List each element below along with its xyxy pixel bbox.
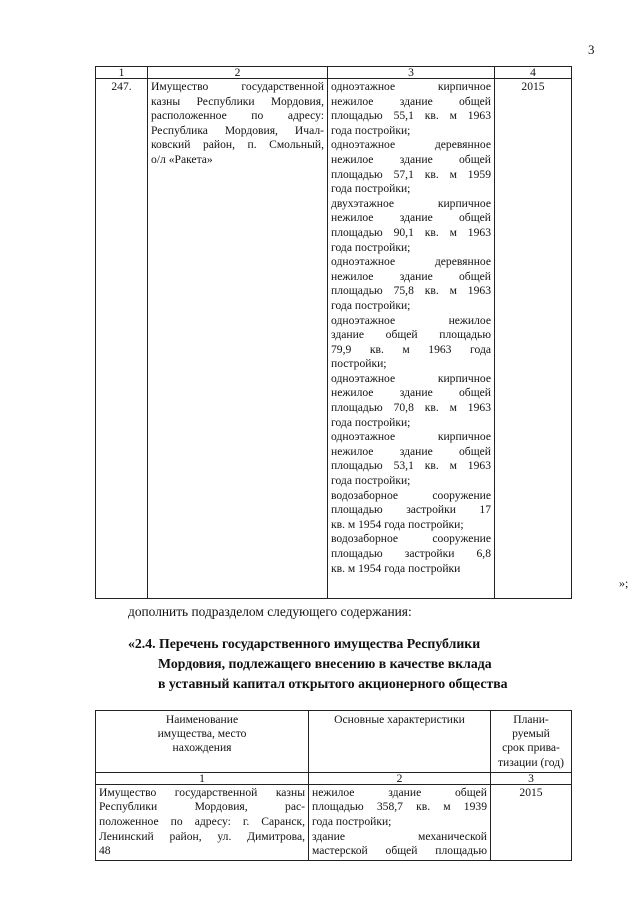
header-line: Наименование <box>165 713 239 726</box>
table-colnum-row <box>96 772 572 784</box>
text-line: площадью 358,7 кв. м 1939 <box>312 800 487 814</box>
header-characteristics: Основные характеристики <box>309 711 491 773</box>
text-line: площадью 90,1 кв. м 1963 <box>331 225 491 239</box>
text-line: здание механической <box>312 829 487 843</box>
text-line: одноэтажное кирпичное <box>331 80 491 93</box>
text-line: Ленинский район, ул. Димитрова, <box>99 829 305 843</box>
text-line: площадью застройки 6,8 <box>331 547 491 560</box>
text-line: одноэтажное кирпичное <box>331 430 491 444</box>
header-line: нахождения <box>172 741 232 755</box>
text-line: площадью застройки 17 <box>331 503 491 517</box>
text-line: нежилое здание общей <box>331 94 491 108</box>
text-line: нежилое здание общей <box>331 152 491 166</box>
table-header-row <box>96 711 572 773</box>
table-row <box>96 784 572 860</box>
instruction-paragraph: дополнить подразделом следующего содержания: <box>128 604 412 619</box>
property-description <box>309 784 491 860</box>
text-line: здание общей площадью <box>331 328 491 342</box>
col-number-1: 1 <box>96 772 309 784</box>
text-line: Имущество государственной <box>151 80 324 93</box>
property-table-2-4 <box>95 710 572 861</box>
text-line: водозаборное сооружение <box>331 532 491 546</box>
row-number: 247. <box>96 79 148 599</box>
col-number-2: 2 <box>309 772 491 784</box>
text-line: кв. м 1954 года постройки; <box>331 517 464 531</box>
text-line: постройки; <box>331 357 387 371</box>
text-line: нежилое здание общей <box>331 444 491 458</box>
text-line: нежилое здание общей <box>312 785 487 799</box>
table-row <box>96 79 572 599</box>
text-line: нежилое здание общей <box>331 269 491 283</box>
col-number-3: 3 <box>491 772 572 784</box>
text-line: ковский район, п. Смольный, <box>151 138 324 152</box>
text-line: кв. м 1954 года постройки <box>331 561 461 575</box>
header-line: руемый <box>512 727 550 741</box>
text-line: расположенное по адресу: <box>151 109 324 123</box>
text-line: казны Республики Мордовия, <box>151 94 324 108</box>
property-table-continued <box>95 66 572 599</box>
header-privatization-term <box>491 711 572 773</box>
text-line: Республика Мордовия, Ичал- <box>151 123 324 137</box>
text-line: года постройки; <box>331 298 411 312</box>
text-line: года постройки; <box>312 815 392 828</box>
header-line: срок прива- <box>502 741 560 755</box>
text-line: Имущество государственной казны <box>99 785 305 799</box>
text-line: одноэтажное кирпичное <box>331 371 491 385</box>
heading-line-2: Мордовия, подлежащего внесению в качестве вклада <box>158 656 492 671</box>
text-line: водозаборное сооружение <box>331 488 491 502</box>
text-line: мастерской общей площадью <box>312 844 487 858</box>
header-name-location <box>96 711 309 773</box>
header-line: имущества, место <box>157 727 247 741</box>
col-number-3: 3 <box>328 67 495 79</box>
section-heading <box>128 634 508 694</box>
closing-quote: »; <box>619 576 629 590</box>
table-header-row <box>96 67 572 79</box>
text-line: положенное по адресу: г. Саранск, <box>99 815 305 828</box>
col-number-4: 4 <box>495 67 572 79</box>
text-line: одноэтажное нежилое <box>331 313 491 327</box>
header-line: тизации (год) <box>497 755 565 769</box>
text-line: площадью 57,1 кв. м 1959 <box>331 167 491 181</box>
text-line: одноэтажное деревянное <box>331 138 491 152</box>
col-number-1: 1 <box>96 67 148 79</box>
text-line: года постройки; <box>331 182 411 196</box>
privatization-year: 2015 <box>495 79 572 599</box>
col-number-2: 2 <box>148 67 328 79</box>
text-line: года постройки; <box>331 240 411 254</box>
text-line: нежилое здание общей <box>331 386 491 400</box>
text-line: года постройки; <box>331 415 411 429</box>
text-line: 48 <box>99 844 111 858</box>
text-line: Республики Мордовия, рас- <box>99 800 305 814</box>
text-line: 79,9 кв. м 1963 года <box>331 342 491 356</box>
text-line: площадью 75,8 кв. м 1963 <box>331 284 491 298</box>
text-line: двухэтажное кирпичное <box>331 196 491 210</box>
heading-line-3: в уставный капитал открытого акционерного общества <box>158 676 508 691</box>
property-name <box>148 79 328 599</box>
text-line: площадью 55,1 кв. м 1963 <box>331 109 491 123</box>
text-line: года постройки; <box>331 474 411 488</box>
header-line: Плани- <box>513 713 549 726</box>
text-line: площадью 53,1 кв. м 1963 <box>331 459 491 473</box>
text-line: года постройки; <box>331 123 411 137</box>
heading-line-1: «2.4. Перечень государственного имущества Республики <box>128 636 481 651</box>
page-number: 3 <box>588 42 595 57</box>
property-description <box>328 79 495 599</box>
text-line: о/л «Ракета» <box>151 152 213 166</box>
privatization-year: 2015 <box>491 784 572 860</box>
text-line: площадью 70,8 кв. м 1963 <box>331 401 491 415</box>
property-name <box>96 784 309 860</box>
text-line: одноэтажное деревянное <box>331 255 491 269</box>
text-line: нежилое здание общей <box>331 211 491 225</box>
